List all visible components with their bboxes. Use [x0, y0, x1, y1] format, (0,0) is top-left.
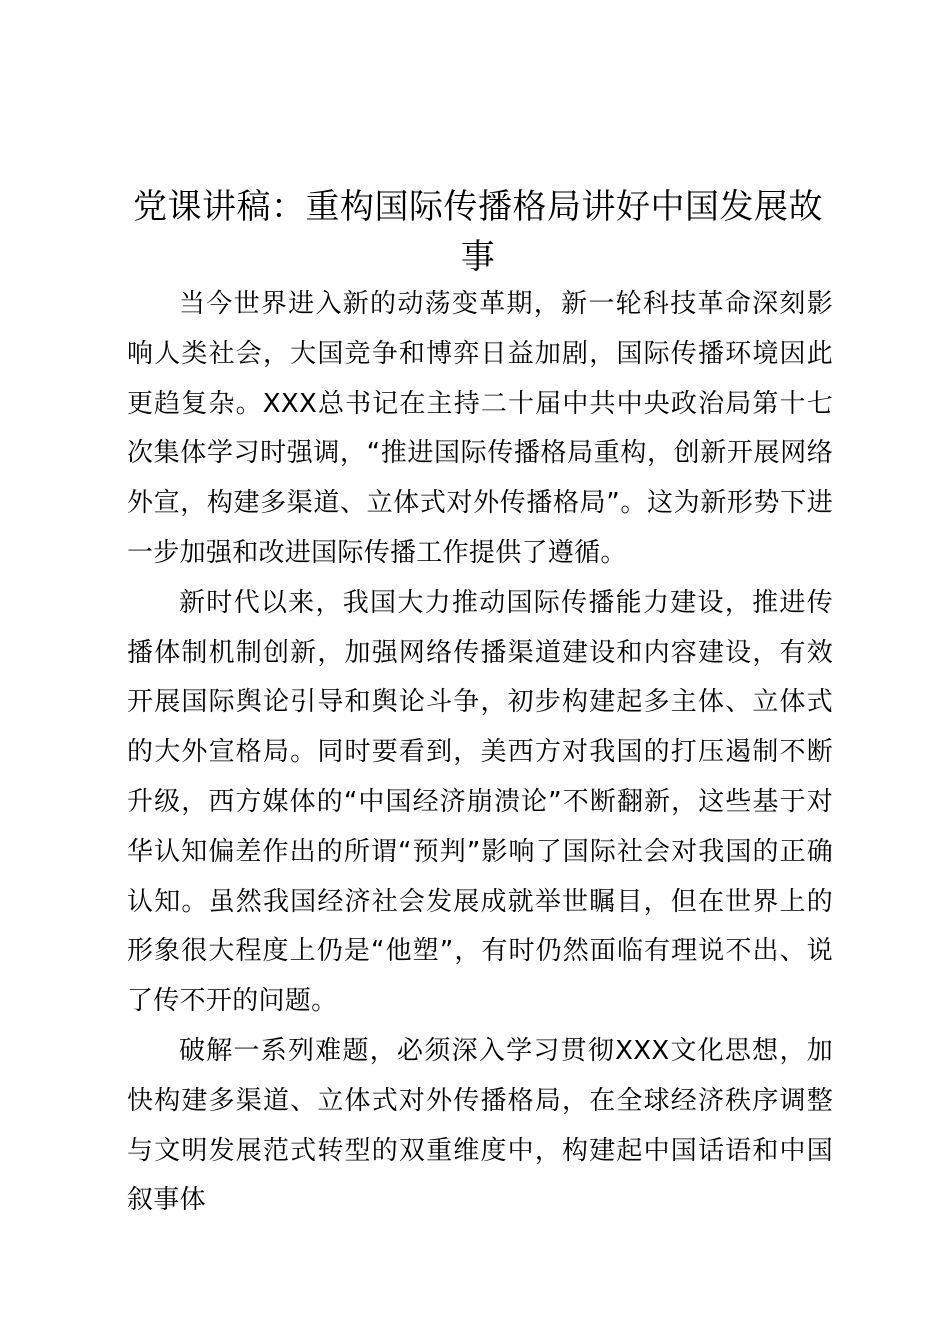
document-title: 党课讲稿：重构国际传播格局讲好中国发展故事 — [133, 187, 823, 277]
document-body — [127, 280, 833, 1226]
paragraph-2: 新时代以来，我国大力推动国际传播能力建设，推进传播体制机制创新，加强网络传播渠道建设和内容建设，有效开展国际舆论引导和舆论斗争，初步构建起多主体、立体式的大外宣格局。同时要看到，美西方对我国的打压遏制不断升级，西方媒体的“中国经济崩溃论”不断翻新，这些基于对华认知偏差作出的所谓“预判”影响了国际社会对我国的正确认知。虽然我国经济社会发展成就举世瞩目，但在世界上的形象很大程度上仍是“他塑”，有时仍然面临有理说不出、说了传不开的问题。 — [127, 587, 833, 1017]
paragraph-3: 破解一系列难题，必须深入学习贯彻XXX文化思想，加快构建多渠道、立体式对外传播格局，在全球经济秩序调整与文明发展范式转型的双重维度中，构建起中国话语和中国叙事体 — [127, 1035, 833, 1216]
paragraph-1: 当今世界进入新的动荡变革期，新一轮科技革命深刻影响人类社会，大国竞争和博弈日益加剧，国际传播环境因此更趋复杂。XXX总书记在主持二十届中共中央政治局第十七次集体学习时强调，“推进国际传播格局重构，创新开展网络外宣，构建多渠道、立体式对外传播格局”。这为新形势下进一步加强和改进国际传播工作提供了遵循。 — [127, 289, 833, 568]
